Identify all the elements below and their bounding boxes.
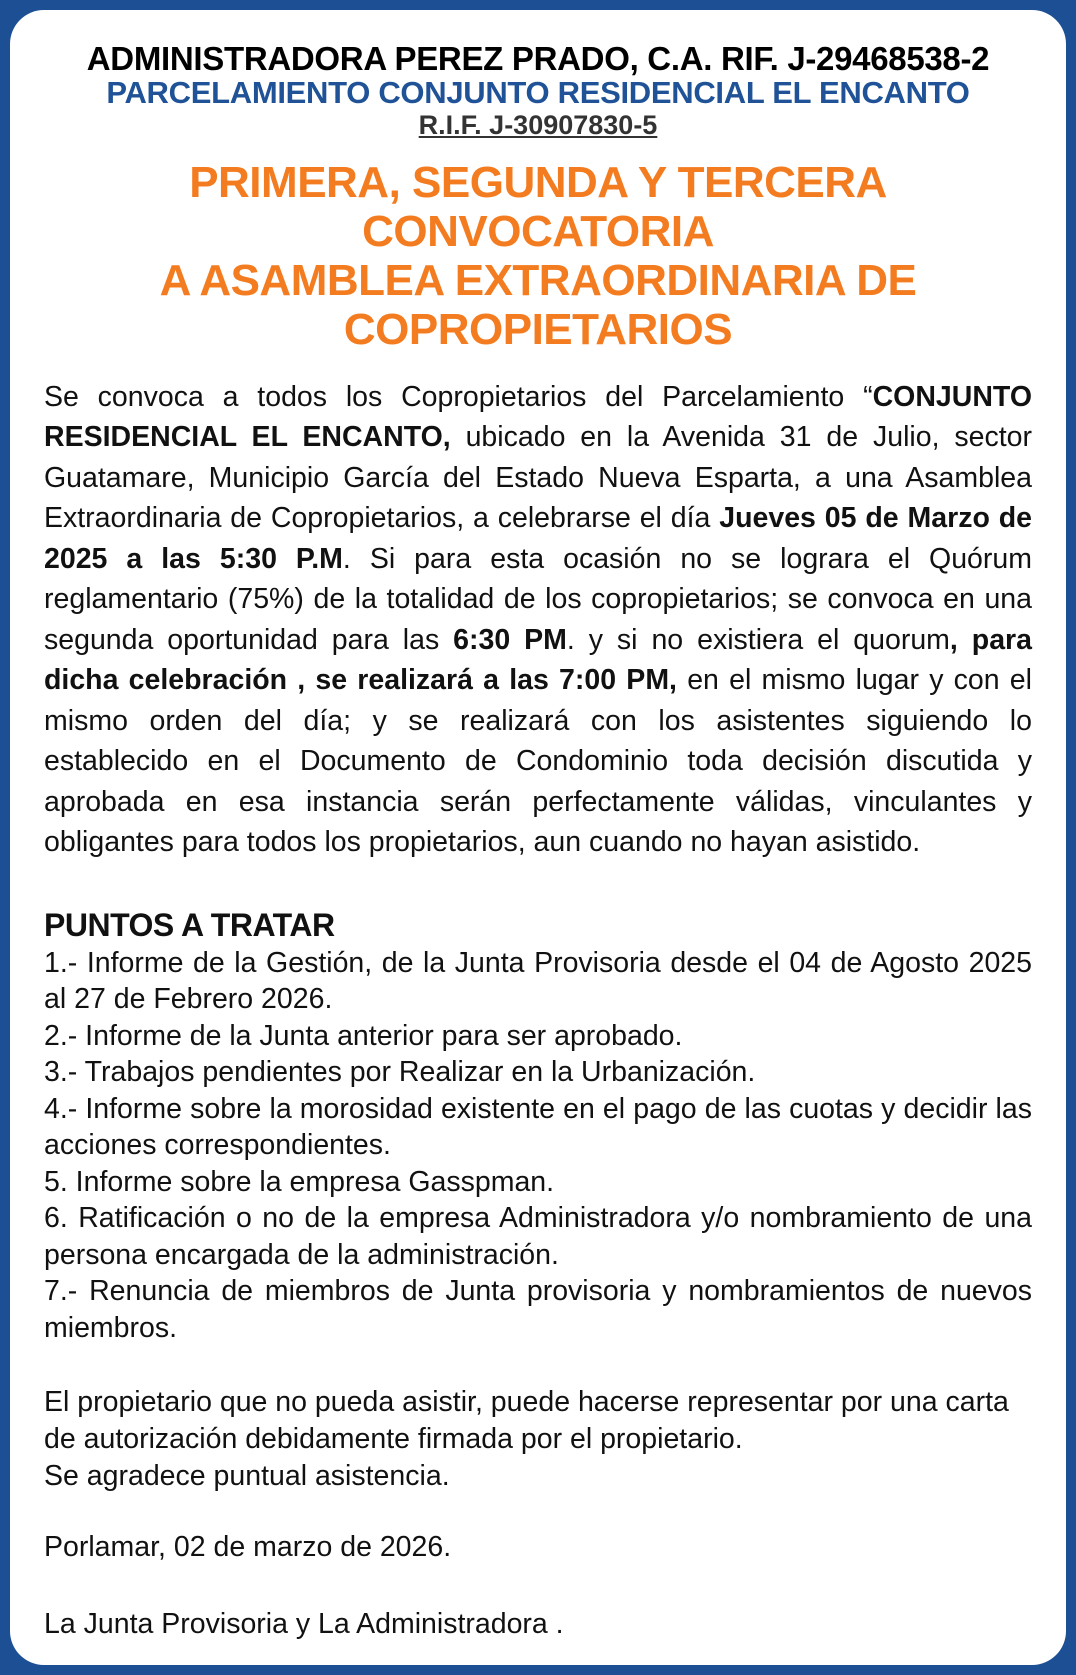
body-text-1: Se convoca a todos los Copropietarios del Parcelamiento “ <box>44 380 873 413</box>
body-text-5: en el mismo lugar y con el mismo orden del día; y se realizará con los asistentes siguiendo lo establecido en el Documento de Condominio toda decisión discutida y aprobada en esa instancia serán perfectamente válidas, vinculantes y obligantes para todos los propietarios, aun cuando no hayan asistido. <box>44 664 1032 859</box>
place-date: Porlamar, 02 de marzo de 2026. <box>44 1531 452 1564</box>
body-bold-1: CONJUNTO RESIDENCIAL EL ENCANTO, <box>44 380 1032 454</box>
company-header: ADMINISTRADORA PEREZ PRADO, C.A. RIF. J-29468538-2 <box>86 40 990 77</box>
title-line-1: PRIMERA, SEGUNDA Y TERCERA CONVOCATORIA <box>189 157 887 256</box>
agenda-item: 5. Informe sobre la empresa Gasspman. <box>44 1165 555 1198</box>
title-line-2: A ASAMBLEA EXTRAORDINARIA DE COPROPIETARIOS <box>159 256 917 355</box>
closing-line-2: Se agradece puntual asistencia. <box>44 1460 450 1493</box>
agenda-item: 4.- Informe sobre la morosidad existente en el pago de las cuotas y decidir las acciones correspondientes. <box>44 1092 1032 1162</box>
agenda-item: 3.- Trabajos pendientes por Realizar en la Urbanización. <box>44 1056 756 1089</box>
body-text-4: . y si no existiera el quorum <box>566 623 950 656</box>
agenda-heading: PUNTOS A TRATAR <box>44 906 335 943</box>
closing-line-1: El propietario que no pueda asistir, puede hacerse representar por una carta de autorización debidamente firmada por el propietario. <box>44 1386 1009 1456</box>
project-header: PARCELAMIENTO CONJUNTO RESIDENCIAL EL ENCANTO <box>106 74 970 110</box>
signature: La Junta Provisoria y La Administradora . <box>44 1608 564 1641</box>
project-rif: R.I.F. J-30907830-5 <box>418 110 658 141</box>
body-bold-2: Jueves 05 de Marzo de 2025 a las 5:30 P.M <box>44 502 1032 575</box>
agenda-item: 2.- Informe de la Junta anterior para ser aprobado. <box>44 1019 683 1052</box>
agenda-item: 7.- Renuncia de miembros de Junta provisoria y nombramientos de nuevos miembros. <box>44 1275 1032 1344</box>
body-bold-3: 6:30 PM <box>453 623 567 656</box>
body-text-3: . Si para esta ocasión no se lograra el Quórum reglamentario (75%) de la totalidad de los copropietarios; se convoca en una segunda oportunidad para las <box>44 542 1032 656</box>
closing-paragraph <box>44 1384 1032 1495</box>
agenda-item: 6. Ratificación o no de la empresa Administradora y/o nombramiento de una persona encargada de la administración. <box>44 1202 1032 1271</box>
notice-card <box>10 10 1066 1665</box>
agenda-item: 1.- Informe de la Gestión, de la Junta Provisoria desde el 04 de Agosto 2025 al 27 de Febrero 2026. <box>44 946 1032 1016</box>
convocation-paragraph <box>44 377 1032 863</box>
body-bold-4: , para dicha celebración , se realizará a las 7:00 PM, <box>44 623 1032 697</box>
agenda-list <box>44 945 1032 1347</box>
body-text-2: ubicado en la Avenida 31 de Julio, sector Guatamare, Municipio García del Estado Nueva Esparta, a una Asamblea Extraordinaria de Copropietarios, a celebrarse el día <box>44 421 1032 535</box>
